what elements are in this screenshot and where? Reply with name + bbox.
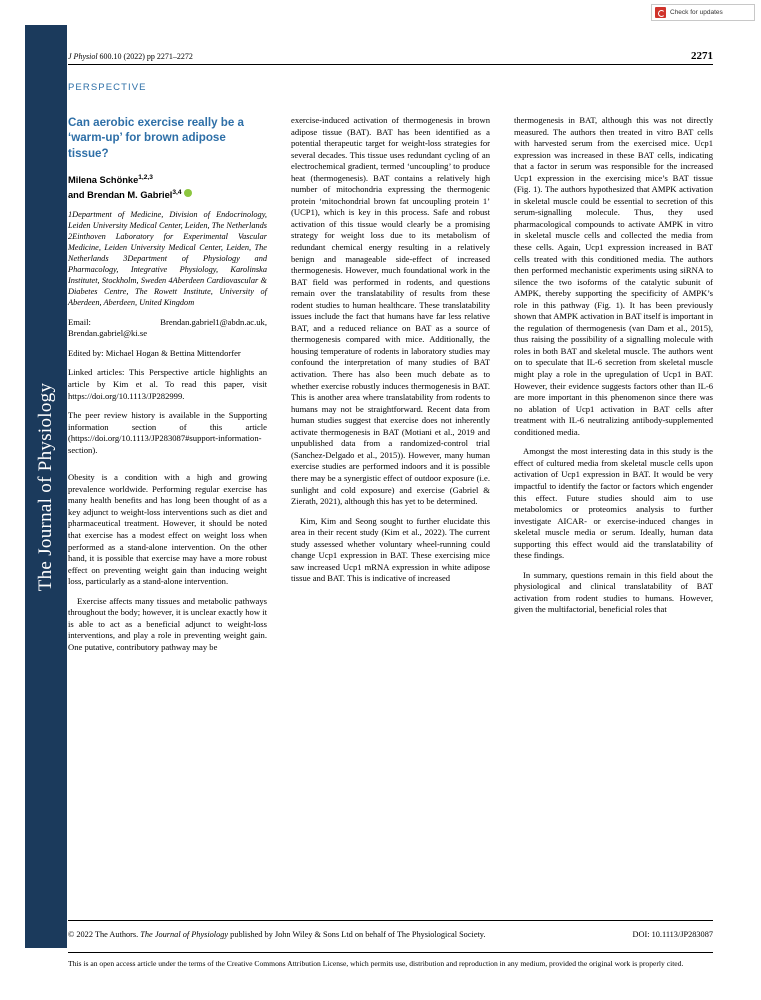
email-value[interactable]: Brendan.gabriel1@abdn.ac.uk, Brendan.gabriel@ki.se: [68, 316, 267, 339]
footer: [68, 930, 713, 939]
check-for-updates-badge[interactable]: [651, 4, 755, 21]
paragraph: Obesity is a condition with a high and growing prevalence worldwide. Performing regular exercise has many health benefits and has long been thought of as a key adjunct to weight-loss interventions such as diet and pharmaceutical treatment. However, it should be noted that exercise has a modest effect on weight loss when performed as a stand-alone intervention. On the other hand, it is possible that exercise may have a more robust effect on preventing weight gain than inducing weight loss, particularly as a stand-alone intervention.: [68, 472, 267, 587]
journal-citation-rest: 600.10 (2022) pp 2271–2272: [97, 52, 193, 61]
journal-title-sidebar: [25, 25, 67, 948]
footer-divider-top: [68, 920, 713, 921]
refresh-circle-icon: [655, 7, 666, 18]
doi[interactable]: DOI: 10.1113/JP283087: [632, 930, 713, 939]
affiliations: 1Department of Medicine, Division of Endocrinology, Leiden University Medical Center, Leiden, The Netherlands 2Einthoven Laboratory for Experimental Vascular Medicine, Leiden University Medical Center, Leiden, The Netherlands 3Department of Physiology and Pharmacology, Integrative Physiology, Karolinska Institutet, Stockholm, Sweden 4Aberdeen Cardiovascular & Diabetes Centre, The Rowett Institute, University of Aberdeen, Aberdeen, United Kingdom: [68, 210, 267, 307]
paragraph: thermogenesis in BAT, although this was not directly measured. The authors then treated in vitro BAT cells with harvested serum from the exercised mice. Ucp1 expression was increased in these BAT cells, indicating that a factor in serum was responsible for the increased Ucp1 expression in the exercising mice’s BAT tissue (Fig. 1). The authors hypothesized that AMPK activation in skeletal muscle could be essential to secretion of this serum-signalling molecule. Thus, they used pharmacological compounds to activate AMPK in vitro in skeletal muscle cells and collected the media from these cells. Again, Ucp1 expression increased in BAT cells treated with this conditioned media. The authors then performed mechanistic experiments using siRNA to silence the two isoforms of the catalytic subunit of AMPK, thereby supporting the specificity of AMPK’s role in this pathway (Fig. 1). It has been previously shown that AMPK activation in BAT itself is important in the regulation of thermogenesis (van Dam et al., 2015), thus raising the possibility of a signalling molecule with roles in both BAT and skeletal muscle. The authors went on to speculate that IL-6 secretion from skeletal muscle might play a role in the upregulation of Ucp1 in BAT. However, their evidence suggests factors other than IL-6 are more important in this phenomenon since there was no ablation of Ucp1 activation in BAT cells after treatment with IL-6 neutralizing antibody-supplemented conditioned media.: [514, 115, 713, 437]
paragraph: Kim, Kim and Seong sought to further elucidate this area in their recent study (Kim et al., 2022). The current study assessed whether voluntary wheel-running could change Ucp1 expression in BAT. These exercising mice saw increased Ucp1 mRNA expression in white adipose tissue and BAT. This is indicative of increased: [291, 515, 490, 584]
paragraph: In summary, questions remain in this field about the physiological and clinical translatability of BAT activation from rodent studies to humans. However, given the multifactorial, beneficial roles that: [514, 569, 713, 615]
journal-citation-italic: J Physiol: [68, 52, 98, 61]
author-2-affil-markers: 3,4: [172, 188, 182, 196]
email-block: [68, 317, 267, 340]
author-2-name: and Brendan M. Gabriel: [68, 189, 173, 200]
section-label: PERSPECTIVE: [68, 82, 147, 93]
author-1-name: Milena Schönke: [68, 175, 139, 186]
footer-divider-bottom: [68, 952, 713, 953]
check-for-updates-label: Check for updates: [670, 9, 723, 16]
peer-review-note[interactable]: The peer review history is available in the Supporting information section of this article (https://doi.org/10.1113/JP283087#support-information-section).: [68, 410, 267, 455]
copyright-prefix: © 2022 The Authors.: [68, 930, 141, 939]
edited-by: Edited by: Michael Hogan & Bettina Mittendorfer: [68, 347, 241, 358]
paragraph: Exercise affects many tissues and metabolic pathways throughout the body; however, it is unclear exactly how it is able to act as a beneficial adjunct to weight-loss interventions, and play a role in preventing weight gain. One putative, contributory pathway may be: [68, 595, 267, 652]
orcid-icon[interactable]: [184, 189, 192, 197]
author-1-affil-markers: 1,2,3: [138, 174, 153, 182]
paragraph: exercise-induced activation of thermogenesis in brown adipose tissue (BAT). BAT has been identified as a potential therapeutic target for weight-loss strategies for several decades. This tissue uses redundant cycling of an electrochemical gradient, termed ‘uncoupling’ to produce heat (thermogenesis). BAT contains a relatively high number of mitochondria expressing the thermogenic protein ‘mitochondrial brown fat uncoupling protein 1’ (UCP1), which is key in this process. Safe and robust activation of this tissue would clearly be a promising strategy for weight loss due to its metabolism of redundant chemical energy resulting in a relatively benign and manageable side-effect of increased thermogenesis. However, much foundational work in the BAT field was performed in rodents, and questions remain over the translatability of results from these rodent studies to human healthcare. These translatability issues include the fact that humans have far less relative BAT, and a reduced reliance on BAT as a source of thermogenesis compared with mice. Additionally, the housing temperature of rodents in laboratory studies may confound the interpretation of many studies of BAT activation. There has also been much debate as to whether exercise robustly induces thermogenesis in BAT. This is another area where translatability from rodents to humans may not be straightforward. Recent data from human studies suggest that exercise does not inherently activate thermogenesis in BAT (Motiani et al., 2019 and unpublished data from a randomized-control trial (Sanchez-Delgado et al., 2015)). However, many human exercise studies are performed indoors and it is possible there may be a synergistic effect of outdoor exposure (i.e. sunlight and cold exposure) and exercise (Gabriel & Zierath, 2021), although this has yet to be determined.: [291, 115, 490, 507]
paragraph: Amongst the most interesting data in this study is the effect of cultured media from skeletal muscle cells upon activation of Ucp1 expression in BAT. It would be very impactful to identify the factor or factors which engender this effect. Future studies should aim to use metabolomics or proteomics analysis to further investigate AICAR- or exercise-induced changes in skeletal muscle media or serum. Ideally, human data supporting this effect would aid the translatability of these findings.: [514, 446, 713, 561]
journal-citation: [68, 52, 193, 61]
copyright-suffix: published by John Wiley & Sons Ltd on behalf of The Physiological Society.: [228, 930, 486, 939]
license-note: This is an open access article under the terms of the Creative Commons Attribution License, which permits use, distribution and reproduction in any medium, provided the original work is properly cited.: [68, 959, 684, 968]
copyright-line: [68, 930, 486, 939]
page-title: Can aerobic exercise really be a ‘warm-up’ for brown adipose tissue?: [68, 116, 244, 160]
column-1: [68, 115, 267, 875]
email-label: Email:: [68, 316, 91, 327]
copyright-journal: The Journal of Physiology: [140, 930, 229, 939]
linked-articles[interactable]: Linked articles: This Perspective article highlights an article by Kim et al. To read this paper, visit https://doi.org/10.1113/JP282999.: [68, 367, 267, 401]
author-list: [68, 173, 267, 202]
article-body-columns: [68, 115, 713, 875]
column-3: [514, 115, 713, 875]
header-divider: [68, 64, 713, 65]
column-2: [291, 115, 490, 875]
journal-title-text: The Journal of Physiology: [35, 382, 56, 591]
running-head: [68, 50, 713, 62]
page-number: 2271: [691, 50, 713, 62]
